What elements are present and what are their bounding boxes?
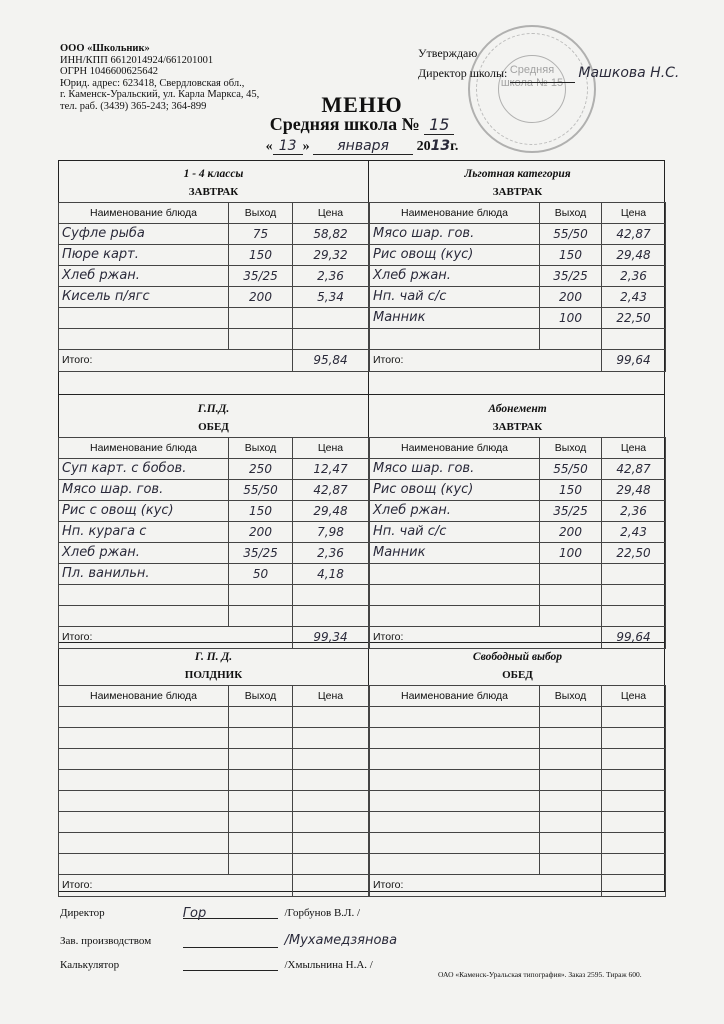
column-header-name: Наименование блюда — [370, 202, 540, 223]
total-label: Итого: — [59, 626, 293, 648]
dish-name — [59, 328, 229, 349]
dish-price: 2,36 — [602, 500, 666, 521]
director-signature-mark: Гор — [182, 906, 207, 921]
table-row — [59, 811, 369, 832]
dish-yield — [540, 706, 602, 727]
dish-yield: 35/25 — [540, 265, 602, 286]
table-row — [59, 584, 369, 605]
table-row — [59, 307, 369, 328]
dish-name — [59, 832, 229, 853]
dish-price: 58,82 — [293, 223, 369, 244]
column-header-yield: Выход — [229, 202, 293, 223]
section-meal: ЗАВТРАК — [370, 417, 666, 437]
table-row — [370, 706, 666, 727]
dish-name: Мясо шар. гов. — [59, 479, 229, 500]
dish-yield: 50 — [229, 563, 293, 584]
table-row — [59, 458, 369, 479]
dish-price — [602, 706, 666, 727]
dish-name: Мясо шар. гов. — [370, 223, 540, 244]
dish-price: 2,43 — [602, 286, 666, 307]
dish-name: Рис с овощ (кус) — [59, 500, 229, 521]
dish-name — [59, 584, 229, 605]
dish-price: 4,18 — [293, 563, 369, 584]
table-row — [370, 811, 666, 832]
dish-price — [293, 769, 369, 790]
dish-yield — [229, 811, 293, 832]
dish-yield — [540, 769, 602, 790]
dish-name — [370, 811, 540, 832]
row-divider-1 — [58, 394, 665, 395]
dish-name — [59, 748, 229, 769]
dish-yield: 55/50 — [540, 223, 602, 244]
dish-yield — [229, 769, 293, 790]
dish-price — [293, 605, 369, 626]
dish-yield: 35/25 — [540, 500, 602, 521]
total-label: Итого: — [59, 349, 293, 371]
dish-yield — [540, 584, 602, 605]
section-category: 1 - 4 классы — [183, 168, 244, 180]
dish-yield: 200 — [229, 286, 293, 307]
dish-name: Рис овощ (кус) — [370, 479, 540, 500]
dish-price: 2,36 — [293, 542, 369, 563]
dish-yield — [540, 832, 602, 853]
total-label: Итого: — [59, 874, 293, 896]
table-row — [370, 853, 666, 874]
column-header-yield: Выход — [229, 437, 293, 458]
dish-name — [59, 769, 229, 790]
dish-name — [370, 748, 540, 769]
dish-yield — [229, 853, 293, 874]
section-category: Льготная категория — [464, 168, 571, 180]
dish-yield — [229, 584, 293, 605]
dish-yield — [540, 748, 602, 769]
dish-yield — [540, 563, 602, 584]
dish-yield — [229, 328, 293, 349]
column-header-price: Цена — [602, 685, 666, 706]
dish-price: 29,48 — [602, 479, 666, 500]
approval-block — [418, 43, 679, 83]
dish-yield: 250 — [229, 458, 293, 479]
signature-line — [510, 68, 575, 83]
org-name: ООО «Школьник» — [60, 43, 150, 54]
menu-section-s2 — [369, 166, 666, 372]
dish-price — [602, 769, 666, 790]
dish-name: Суфле рыба — [59, 223, 229, 244]
table-row — [59, 769, 369, 790]
dish-name: Нп. курага с — [59, 521, 229, 542]
footer-calculator — [60, 958, 373, 971]
section-category: Абонемент — [488, 403, 547, 415]
dish-yield: 55/50 — [229, 479, 293, 500]
table-row — [370, 265, 666, 286]
table-row — [370, 521, 666, 542]
dish-yield: 55/50 — [540, 458, 602, 479]
column-header-price: Цена — [293, 685, 369, 706]
column-header-price: Цена — [293, 437, 369, 458]
column-header-yield: Выход — [229, 685, 293, 706]
table-row — [59, 790, 369, 811]
dish-yield: 200 — [229, 521, 293, 542]
table-row — [59, 605, 369, 626]
dish-name — [59, 853, 229, 874]
dish-yield — [229, 790, 293, 811]
dish-price — [602, 748, 666, 769]
dish-yield: 200 — [540, 521, 602, 542]
dish-price: 7,98 — [293, 521, 369, 542]
dish-price — [293, 584, 369, 605]
production-label: Зав. производством — [60, 935, 152, 947]
total-value: 99,64 — [602, 349, 666, 371]
org-address-1: Юрид. адрес: 623418, Свердловская обл., — [60, 77, 245, 89]
dish-name — [59, 706, 229, 727]
section-meal: ПОЛДНИК — [59, 665, 369, 685]
dish-name — [370, 706, 540, 727]
director-label: Директор — [60, 907, 105, 919]
production-name: /Мухамедзянова — [284, 933, 398, 948]
dish-price: 2,43 — [602, 521, 666, 542]
dish-name — [370, 769, 540, 790]
table-row — [59, 832, 369, 853]
dish-price: 2,36 — [293, 265, 369, 286]
table-row — [59, 479, 369, 500]
dish-name: Хлеб ржан. — [59, 265, 229, 286]
total-value — [293, 874, 369, 896]
dish-name: Манник — [370, 307, 540, 328]
table-row — [59, 286, 369, 307]
dish-name — [59, 727, 229, 748]
table-row — [59, 542, 369, 563]
menu-section-s6 — [369, 649, 666, 897]
dish-price — [602, 811, 666, 832]
dish-price: 12,47 — [293, 458, 369, 479]
dish-price — [293, 328, 369, 349]
table-row — [370, 458, 666, 479]
dish-price — [602, 605, 666, 626]
menu-section-s3 — [58, 401, 369, 649]
director-approval — [418, 63, 679, 83]
dish-price — [293, 853, 369, 874]
section-category: Свободный выбор — [472, 651, 563, 663]
stamp-center: Средняя школа № 15 — [498, 55, 566, 123]
date-month: января — [313, 138, 413, 155]
dish-price — [602, 853, 666, 874]
org-phone: тел. раб. (3439) 365-243; 364-899 — [60, 100, 207, 112]
table-row — [370, 727, 666, 748]
table-row — [59, 328, 369, 349]
org-address-2: г. Каменск-Уральский, ул. Карла Маркса, 45, — [60, 89, 260, 100]
menu-title: МЕНЮ — [321, 92, 403, 117]
school-label: Средняя школа № — [269, 114, 420, 134]
dish-yield: 100 — [540, 307, 602, 328]
dish-name: Нп. чай с/с — [370, 286, 540, 307]
section-meal: ОБЕД — [59, 417, 369, 437]
dish-price — [293, 727, 369, 748]
dish-price: 29,48 — [602, 244, 666, 265]
dish-name: Рис овощ (кус) — [370, 244, 540, 265]
dish-yield: 75 — [229, 223, 293, 244]
table-row — [59, 223, 369, 244]
dish-name — [59, 307, 229, 328]
dish-price — [293, 832, 369, 853]
dish-name — [370, 584, 540, 605]
dish-yield — [229, 832, 293, 853]
table-row — [370, 500, 666, 521]
dish-name: Мясо шар. гов. — [370, 458, 540, 479]
table-row — [59, 853, 369, 874]
table-row — [370, 307, 666, 328]
table-row — [370, 748, 666, 769]
dish-yield — [540, 811, 602, 832]
dish-yield: 200 — [540, 286, 602, 307]
dish-yield — [229, 748, 293, 769]
column-header-name: Наименование блюда — [59, 202, 229, 223]
production-signature — [183, 935, 278, 948]
printer-note: ОАО «Каменск-Уральская типография». Заказ 2595. Тираж 600. — [438, 970, 642, 979]
table-row — [59, 727, 369, 748]
column-header-price: Цена — [293, 202, 369, 223]
dish-price: 22,50 — [602, 542, 666, 563]
column-header-yield: Выход — [540, 202, 602, 223]
dish-price — [293, 307, 369, 328]
dish-price — [602, 328, 666, 349]
dish-yield — [229, 727, 293, 748]
total-label: Итого: — [370, 874, 602, 896]
total-value — [602, 874, 666, 896]
column-header-yield: Выход — [540, 685, 602, 706]
dish-yield: 150 — [540, 244, 602, 265]
menu-section-s1 — [58, 166, 369, 372]
dish-name: Хлеб ржан. — [370, 265, 540, 286]
table-row — [59, 521, 369, 542]
dish-yield — [540, 605, 602, 626]
dish-name: Нп. чай с/с — [370, 521, 540, 542]
column-header-name: Наименование блюда — [370, 685, 540, 706]
dish-price: 22,50 — [602, 307, 666, 328]
table-row — [59, 706, 369, 727]
dish-name: Хлеб ржан. — [59, 542, 229, 563]
table-row — [370, 769, 666, 790]
dish-name: Пл. ванильн. — [59, 563, 229, 584]
table-row — [370, 790, 666, 811]
table-row — [370, 542, 666, 563]
total-value: 99,64 — [602, 626, 666, 648]
calculator-name: /Хмыльнина Н.А. / — [284, 959, 373, 971]
date-day: 13 — [273, 138, 303, 155]
section-category: Г. П. Д. — [194, 651, 233, 663]
dish-name — [370, 853, 540, 874]
footer-director — [60, 906, 360, 919]
org-inn: ИНН/КПП 6612014924/661201001 — [60, 54, 214, 66]
director-school-name: Машкова Н.С. — [578, 65, 680, 81]
dish-name — [370, 832, 540, 853]
dish-price — [293, 748, 369, 769]
dish-name — [59, 605, 229, 626]
approve-label: Утверждаю — [418, 46, 478, 60]
director-signature — [183, 906, 278, 919]
dish-yield — [540, 727, 602, 748]
date-g: г. — [450, 139, 459, 154]
dish-price: 5,34 — [293, 286, 369, 307]
dish-name: Хлеб ржан. — [370, 500, 540, 521]
dish-yield: 100 — [540, 542, 602, 563]
column-header-yield: Выход — [540, 437, 602, 458]
column-header-name: Наименование блюда — [59, 685, 229, 706]
dish-price — [293, 811, 369, 832]
dish-price: 42,87 — [602, 223, 666, 244]
table-row — [370, 832, 666, 853]
dish-price — [602, 727, 666, 748]
total-label: Итого: — [370, 349, 602, 371]
dish-yield — [540, 853, 602, 874]
school-title — [0, 114, 724, 135]
dish-yield: 150 — [229, 500, 293, 521]
dish-name: Манник — [370, 542, 540, 563]
table-row — [370, 605, 666, 626]
calculator-signature — [183, 958, 278, 971]
dish-price — [602, 584, 666, 605]
dish-price — [293, 790, 369, 811]
dish-name — [370, 605, 540, 626]
table-row — [59, 748, 369, 769]
director-name: /Горбунов В.Л. / — [284, 907, 361, 919]
dish-yield: 150 — [229, 244, 293, 265]
dish-name — [370, 563, 540, 584]
director-school-label: Директор школы: — [418, 66, 508, 80]
dish-name — [59, 811, 229, 832]
menu-date: « 13 » января 2013г. — [265, 138, 459, 154]
dish-name — [370, 328, 540, 349]
school-number: 15 — [424, 115, 454, 135]
calculator-label: Калькулятор — [60, 959, 120, 971]
column-header-name: Наименование блюда — [370, 437, 540, 458]
column-header-name: Наименование блюда — [59, 437, 229, 458]
total-value: 99,34 — [293, 626, 369, 648]
column-header-price: Цена — [602, 437, 666, 458]
dish-yield: 35/25 — [229, 265, 293, 286]
dish-price — [602, 790, 666, 811]
table-row — [370, 563, 666, 584]
table-row — [370, 223, 666, 244]
table-row — [370, 286, 666, 307]
date-year-prefix: 20 — [416, 139, 431, 154]
dish-name: Пюре карт. — [59, 244, 229, 265]
table-row — [59, 265, 369, 286]
dish-price: 42,87 — [293, 479, 369, 500]
dish-yield: 150 — [540, 479, 602, 500]
dish-name — [370, 790, 540, 811]
dish-yield — [540, 790, 602, 811]
menu-section-s5 — [58, 649, 369, 897]
dish-name — [59, 790, 229, 811]
dish-yield — [540, 328, 602, 349]
column-header-price: Цена — [602, 202, 666, 223]
table-row — [370, 328, 666, 349]
total-label: Итого: — [370, 626, 602, 648]
table-row — [370, 479, 666, 500]
org-ogrn: ОГРН 1046600625642 — [60, 66, 158, 77]
dish-price: 42,87 — [602, 458, 666, 479]
dish-name — [370, 727, 540, 748]
menu-section-s4 — [369, 401, 666, 649]
dish-name: Кисель п/ягс — [59, 286, 229, 307]
footer-production — [60, 933, 397, 948]
section-meal: ОБЕД — [370, 665, 666, 685]
dish-yield: 35/25 — [229, 542, 293, 563]
section-category: Г.П.Д. — [197, 403, 230, 415]
date-year-suffix: 13 — [430, 138, 451, 154]
table-row — [59, 244, 369, 265]
dish-name: Суп карт. с бобов. — [59, 458, 229, 479]
table-row — [59, 563, 369, 584]
table-row — [370, 244, 666, 265]
dish-yield — [229, 307, 293, 328]
section-meal: ЗАВТРАК — [59, 182, 369, 202]
table-row — [370, 584, 666, 605]
dish-price: 29,32 — [293, 244, 369, 265]
dish-price — [293, 706, 369, 727]
dish-price: 2,36 — [602, 265, 666, 286]
section-meal: ЗАВТРАК — [370, 182, 666, 202]
dish-price — [602, 563, 666, 584]
dish-yield — [229, 706, 293, 727]
dish-yield — [229, 605, 293, 626]
dish-price: 29,48 — [293, 500, 369, 521]
table-row — [59, 500, 369, 521]
dish-price — [602, 832, 666, 853]
total-value: 95,84 — [293, 349, 369, 371]
